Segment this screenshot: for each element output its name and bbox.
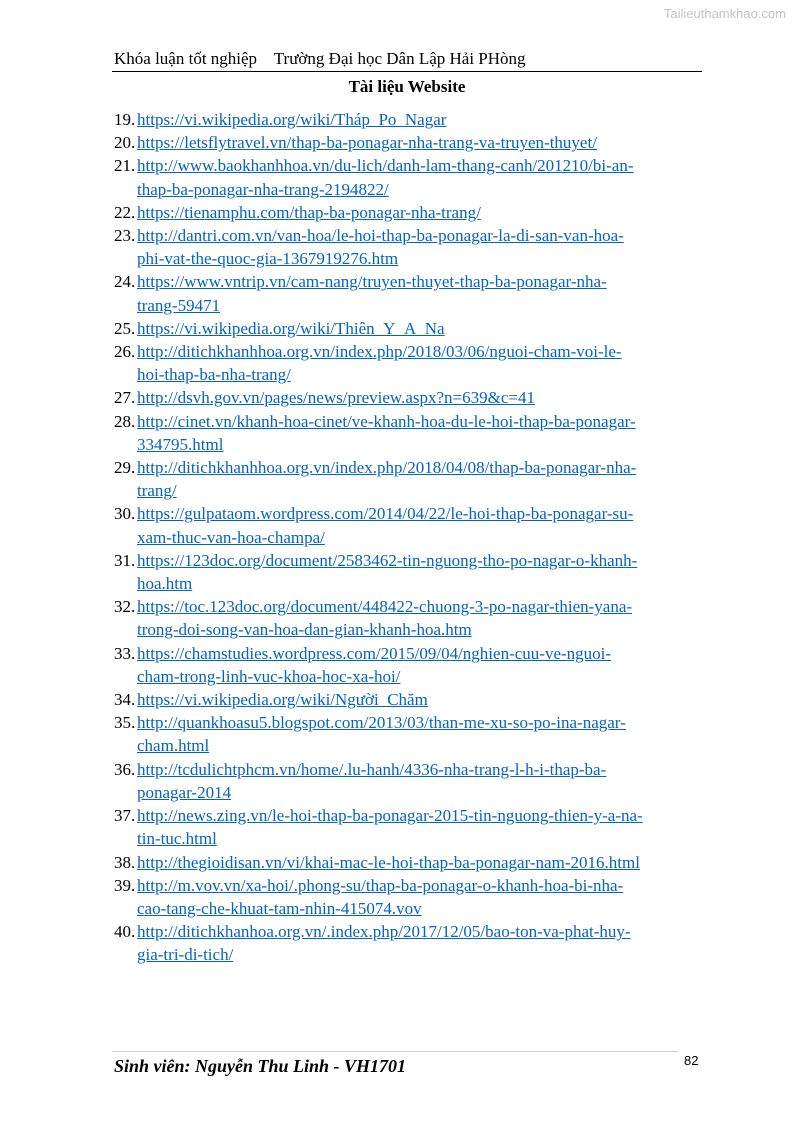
reference-link-line[interactable]: trang-59471 — [137, 295, 221, 315]
reference-link[interactable] — [137, 711, 704, 757]
footer-divider — [112, 1051, 678, 1052]
reference-link-line[interactable]: http://ditichkhanhhoa.org.vn/index.php/2018/04/08/thap-ba-ponagar-nha- — [137, 458, 637, 478]
reference-item — [114, 108, 704, 131]
reference-number: 40. — [114, 922, 136, 942]
reference-list — [114, 108, 704, 967]
reference-number: 30. — [114, 504, 136, 524]
reference-item — [114, 131, 704, 154]
page-header — [114, 49, 702, 69]
reference-link[interactable] — [137, 131, 704, 154]
reference-link-line[interactable]: http://dantri.com.vn/van-hoa/le-hoi-thap-ba-ponagar-la-di-san-van-hoa- — [137, 226, 624, 246]
reference-number: 27. — [114, 388, 136, 408]
reference-link-line[interactable]: https://123doc.org/document/2583462-tin-nguong-tho-po-nagar-o-khanh- — [137, 550, 638, 570]
reference-link[interactable] — [137, 340, 704, 386]
reference-link-line[interactable]: https://toc.123doc.org/document/448422-chuong-3-po-nagar-thien-yana- — [137, 597, 633, 617]
reference-number: 32. — [114, 597, 136, 617]
reference-number: 37. — [114, 806, 136, 826]
reference-item — [114, 270, 704, 316]
reference-item — [114, 340, 704, 386]
reference-item — [114, 317, 704, 340]
reference-link-line[interactable]: http://ditichkhanhoa.org.vn/.index.php/2017/12/05/bao-ton-va-phat-huy- — [137, 922, 631, 942]
reference-number: 39. — [114, 875, 136, 895]
header-divider — [112, 71, 702, 72]
reference-link[interactable] — [137, 456, 704, 502]
reference-link[interactable] — [137, 386, 704, 409]
reference-link-line[interactable]: http://ditichkhanhhoa.org.vn/index.php/2018/03/06/nguoi-cham-voi-le- — [137, 342, 622, 362]
reference-link-line[interactable]: https://www.vntrip.vn/cam-nang/truyen-thuyet-thap-ba-ponagar-nha- — [137, 272, 607, 292]
reference-link-line[interactable]: ponagar-2014 — [137, 782, 232, 802]
reference-link-line[interactable]: 334795.html — [137, 434, 224, 454]
reference-link[interactable] — [137, 920, 704, 966]
reference-number: 34. — [114, 690, 136, 710]
reference-link-line[interactable]: http://m.vov.vn/xa-hoi/.phong-su/thap-ba-ponagar-o-khanh-hoa-bi-nha- — [137, 875, 624, 895]
reference-link[interactable] — [137, 201, 704, 224]
reference-link-line[interactable]: phi-vat-the-quoc-gia-1367919276.htm — [137, 249, 399, 269]
reference-link[interactable] — [137, 410, 704, 456]
reference-item — [114, 804, 704, 850]
reference-number: 36. — [114, 759, 136, 779]
reference-item — [114, 386, 704, 409]
reference-link-line[interactable]: http://tcdulichtphcm.vn/home/.lu-hanh/4336-nha-trang-l-h-i-thap-ba- — [137, 759, 607, 779]
reference-link[interactable] — [137, 642, 704, 688]
reference-link[interactable] — [137, 758, 704, 804]
reference-link[interactable] — [137, 270, 704, 316]
reference-item — [114, 154, 704, 200]
reference-link[interactable] — [137, 874, 704, 920]
reference-link[interactable] — [137, 851, 704, 874]
reference-link-line[interactable]: hoi-thap-ba-nha-trang/ — [137, 365, 291, 385]
reference-link-line[interactable]: trong-doi-song-van-hoa-dan-gian-khanh-hoa.htm — [137, 620, 472, 640]
reference-link-line[interactable]: trang/ — [137, 481, 177, 501]
reference-link[interactable] — [137, 688, 704, 711]
reference-item — [114, 549, 704, 595]
reference-item — [114, 201, 704, 224]
reference-link[interactable] — [137, 108, 704, 131]
section-title: Tài liệu Website — [348, 77, 466, 96]
reference-number: 33. — [114, 643, 136, 663]
reference-item — [114, 711, 704, 757]
reference-link[interactable] — [137, 317, 704, 340]
watermark: Tailieuthamkhao.com — [663, 6, 786, 21]
reference-item — [114, 456, 704, 502]
reference-link-line[interactable]: http://news.zing.vn/le-hoi-thap-ba-ponagar-2015-tin-nguong-thien-y-a-na- — [137, 806, 643, 826]
header-university: Trường Đại học Dân Lập Hải PHòng — [273, 49, 526, 68]
reference-item — [114, 224, 704, 270]
reference-number: 29. — [114, 458, 136, 478]
reference-link-line[interactable]: https://vi.wikipedia.org/wiki/Người_Chăm — [137, 690, 428, 710]
reference-link-line[interactable]: xam-thuc-van-hoa-champa/ — [137, 527, 325, 547]
reference-item — [114, 920, 704, 966]
reference-link-line[interactable]: tin-tuc.html — [137, 829, 217, 849]
reference-link[interactable] — [137, 595, 704, 641]
reference-item — [114, 410, 704, 456]
reference-item — [114, 502, 704, 548]
reference-item — [114, 851, 704, 874]
reference-number: 20. — [114, 133, 136, 153]
footer-student-name: Sinh viên: Nguyễn Thu Linh - VH1701 — [114, 1056, 407, 1076]
reference-link-line[interactable]: https://chamstudies.wordpress.com/2015/09/04/nghien-cuu-ve-nguoi- — [137, 643, 612, 663]
reference-number: 19. — [114, 110, 136, 129]
reference-item — [114, 874, 704, 920]
reference-number: 24. — [114, 272, 136, 292]
page-number: 82 — [684, 1053, 699, 1068]
reference-item — [114, 688, 704, 711]
reference-link-line[interactable]: cham-trong-linh-vuc-khoa-hoc-xa-hoi/ — [137, 666, 401, 686]
reference-link-line[interactable]: https://vi.wikipedia.org/wiki/Thiên_Y_A_Na — [137, 318, 445, 338]
reference-link[interactable] — [137, 502, 704, 548]
reference-link-line[interactable]: http://quankhoasu5.blogspot.com/2013/03/than-me-xu-so-po-ina-nagar- — [137, 713, 626, 733]
reference-link-line[interactable]: http://thegioidisan.vn/vi/khai-mac-le-hoi-thap-ba-ponagar-nam-2016.html — [137, 852, 640, 872]
reference-link[interactable] — [137, 804, 704, 850]
reference-link[interactable] — [137, 154, 704, 200]
reference-link-line[interactable]: https://tienamphu.com/thap-ba-ponagar-nha-trang/ — [137, 202, 481, 222]
reference-link-line[interactable]: http://www.baokhanhhoa.vn/du-lich/danh-lam-thang-canh/201210/bi-an- — [137, 156, 634, 176]
reference-number: 25. — [114, 318, 136, 338]
reference-number: 31. — [114, 550, 136, 570]
reference-link-line[interactable]: gia-tri-di-tich/ — [137, 945, 234, 965]
reference-link-line[interactable]: thap-ba-ponagar-nha-trang-2194822/ — [137, 179, 389, 199]
reference-item — [114, 595, 704, 641]
reference-link-line[interactable]: http://cinet.vn/khanh-hoa-cinet/ve-khanh-hoa-du-le-hoi-thap-ba-ponagar- — [137, 411, 636, 431]
reference-link[interactable] — [137, 224, 704, 270]
reference-number: 21. — [114, 156, 136, 176]
reference-number: 28. — [114, 411, 136, 431]
reference-number: 23. — [114, 226, 136, 246]
reference-item — [114, 758, 704, 804]
header-thesis-label: Khóa luận tốt nghiệp — [114, 49, 258, 68]
reference-link-line[interactable]: https://vi.wikipedia.org/wiki/Tháp_Po_Nagar — [137, 110, 447, 129]
reference-link-line[interactable]: hoa.htm — [137, 574, 193, 594]
reference-link[interactable] — [137, 549, 704, 595]
reference-link-line[interactable]: cham.html — [137, 736, 210, 756]
reference-number: 38. — [114, 852, 136, 872]
reference-number: 26. — [114, 342, 136, 362]
reference-link-line[interactable]: cao-tang-che-khuat-tam-nhin-415074.vov — [137, 898, 422, 918]
reference-number: 22. — [114, 202, 136, 222]
reference-link-line[interactable]: https://letsflytravel.vn/thap-ba-ponagar-nha-trang-va-truyen-thuyet/ — [137, 133, 597, 153]
reference-link-line[interactable]: http://dsvh.gov.vn/pages/news/preview.aspx?n=639&c=41 — [137, 388, 535, 408]
reference-number: 35. — [114, 713, 136, 733]
reference-item — [114, 642, 704, 688]
reference-link-line[interactable]: https://gulpataom.wordpress.com/2014/04/22/le-hoi-thap-ba-ponagar-su- — [137, 504, 634, 524]
